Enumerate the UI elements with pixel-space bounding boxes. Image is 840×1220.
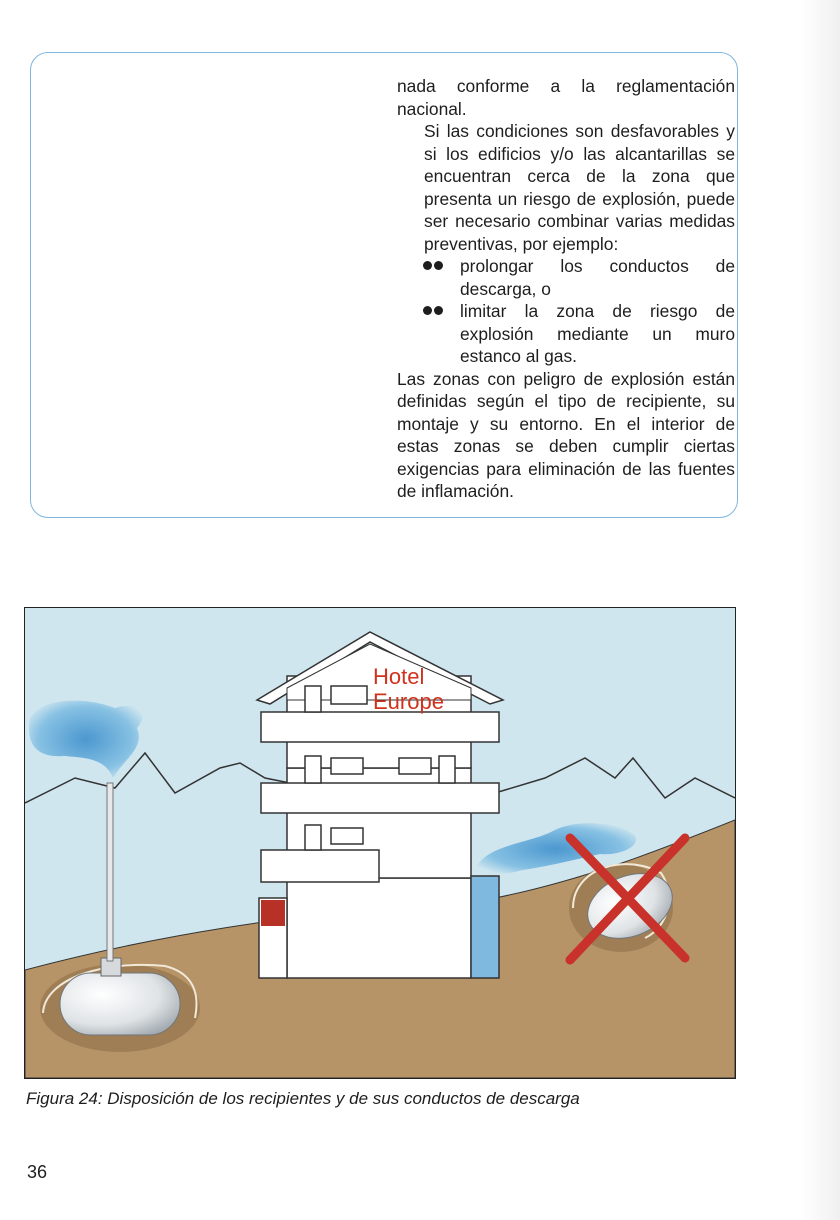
paragraph-2: Si las condiciones son desfavorables y si los edificios y/o las alcantarillas se encuentran cerca de la zona que presenta un riesgo de explosión, puede ser necesario combinar varias medidas preventivas, por ejemplo: (424, 121, 735, 254)
figure-illustration (24, 607, 736, 1079)
page-edge-shadow (800, 0, 840, 1220)
window (305, 756, 321, 783)
figure-svg (25, 608, 735, 1078)
window (439, 756, 455, 783)
paragraph-1: nada conforme a la reglamentación nacional. (397, 76, 735, 119)
page-number: 36 (27, 1162, 48, 1182)
window (305, 686, 321, 712)
bullet-text: prolongar los conductos de descarga, o (460, 256, 735, 299)
red-awning (261, 900, 285, 926)
balcony-1 (261, 712, 499, 742)
figure-caption: Figura 24: Disposición de los recipientes y de sus conductos de descarga (26, 1089, 580, 1108)
bullet-text: limitar la zona de riesgo de explosión mediante un muro estanco al gas. (460, 301, 735, 366)
bullet-item (397, 255, 735, 300)
double-bullet-icon (397, 255, 460, 300)
window (331, 758, 363, 774)
glass-annex (471, 876, 499, 978)
building-lower (287, 878, 471, 978)
balcony-3 (261, 850, 379, 882)
sign-europe: Europe (373, 689, 444, 714)
sign-hotel: Hotel (373, 664, 425, 689)
window (331, 686, 367, 704)
bullet-item (397, 300, 735, 368)
vent-pipe (107, 783, 113, 961)
paragraph-3: Las zonas con peligro de explosión están definidas según el tipo de recipiente, su montaje y su entorno. En el interior de estas zonas se deben cumplir ciertas exigencias para eliminación de las fuentes de inflamación. (397, 368, 735, 501)
hotel-building (257, 632, 503, 978)
balcony-2 (261, 783, 499, 813)
left-tank (60, 973, 180, 1035)
window (331, 828, 363, 844)
window (305, 825, 321, 850)
window (399, 758, 431, 774)
body-text-column (397, 75, 735, 503)
double-bullet-icon (397, 300, 460, 368)
